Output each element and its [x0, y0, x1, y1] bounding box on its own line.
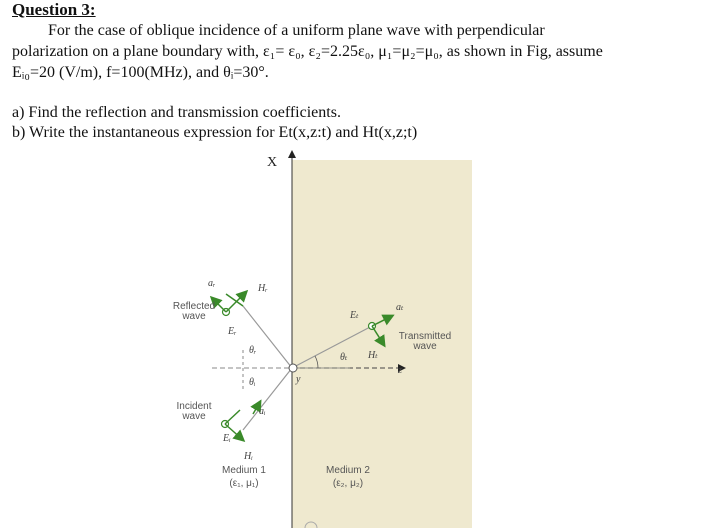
- incident-word: Incident: [176, 401, 212, 412]
- transmitted-wave-label: [390, 332, 460, 352]
- incident-wave-label: [164, 402, 224, 422]
- reflected-word: Reflected: [172, 301, 216, 312]
- symbol-theta-r: θᵣ: [249, 345, 257, 356]
- medium-2-label: [318, 466, 378, 489]
- medium-1-name: Medium 1: [222, 465, 266, 476]
- symbol-h-r: Hᵣ: [258, 283, 268, 294]
- reflected-h-r-arrow: [226, 292, 246, 312]
- reflected-wave-word: wave: [182, 311, 206, 322]
- reflected-ray: [243, 306, 292, 368]
- x-axis-label: X: [267, 155, 278, 170]
- symbol-e-i: Eᵢ: [223, 433, 231, 444]
- symbol-a-i: aᵢ: [259, 406, 266, 417]
- part-b: b) Write the instantaneous expression for Et(x,z:t) and Ht(x,z;t): [12, 124, 418, 141]
- symbol-e-r: Eᵣ: [228, 326, 237, 337]
- reflected-wave-label: [164, 302, 224, 322]
- medium-1-label: [214, 466, 274, 489]
- symbol-a-r: aᵣ: [208, 278, 216, 289]
- medium-2-params: (ε₂, μ₂): [332, 478, 364, 489]
- symbol-h-t: Hₜ: [368, 350, 378, 361]
- question-heading: Question 3:: [12, 0, 96, 19]
- origin-marker: [289, 364, 297, 372]
- symbol-z: z: [398, 365, 402, 376]
- medium-1-params: (ε₁, μ₁): [229, 478, 259, 489]
- question-line-3: Eᵢ₀=20 (V/m), f=100(MHz), and θᵢ=30°.: [12, 64, 269, 81]
- transmitted-wave-word: wave: [413, 341, 437, 352]
- symbol-theta-t: θₜ: [340, 352, 348, 363]
- medium-2-name: Medium 2: [326, 465, 370, 476]
- incident-wave-word: wave: [182, 411, 206, 422]
- part-a: a) Find the reflection and transmission coefficients.: [12, 104, 341, 121]
- symbol-a-t: aₜ: [396, 302, 404, 313]
- incident-link: [225, 410, 240, 424]
- symbol-theta-i: θᵢ: [249, 377, 256, 388]
- symbol-y: y: [296, 374, 301, 385]
- transmitted-word: Transmitted: [398, 331, 452, 342]
- question-line-2: polarization on a plane boundary with, ε₁= ε₀, ε₂=2.25ε₀, μ₁=μ₂=μ₀, as shown in Fig, assume: [12, 43, 603, 60]
- question-line-1: For the case of oblique incidence of a uniform plane wave with perpendicular: [48, 22, 545, 39]
- symbol-h-i: Hᵢ: [244, 451, 253, 462]
- symbol-e-t: Eₜ: [350, 310, 359, 321]
